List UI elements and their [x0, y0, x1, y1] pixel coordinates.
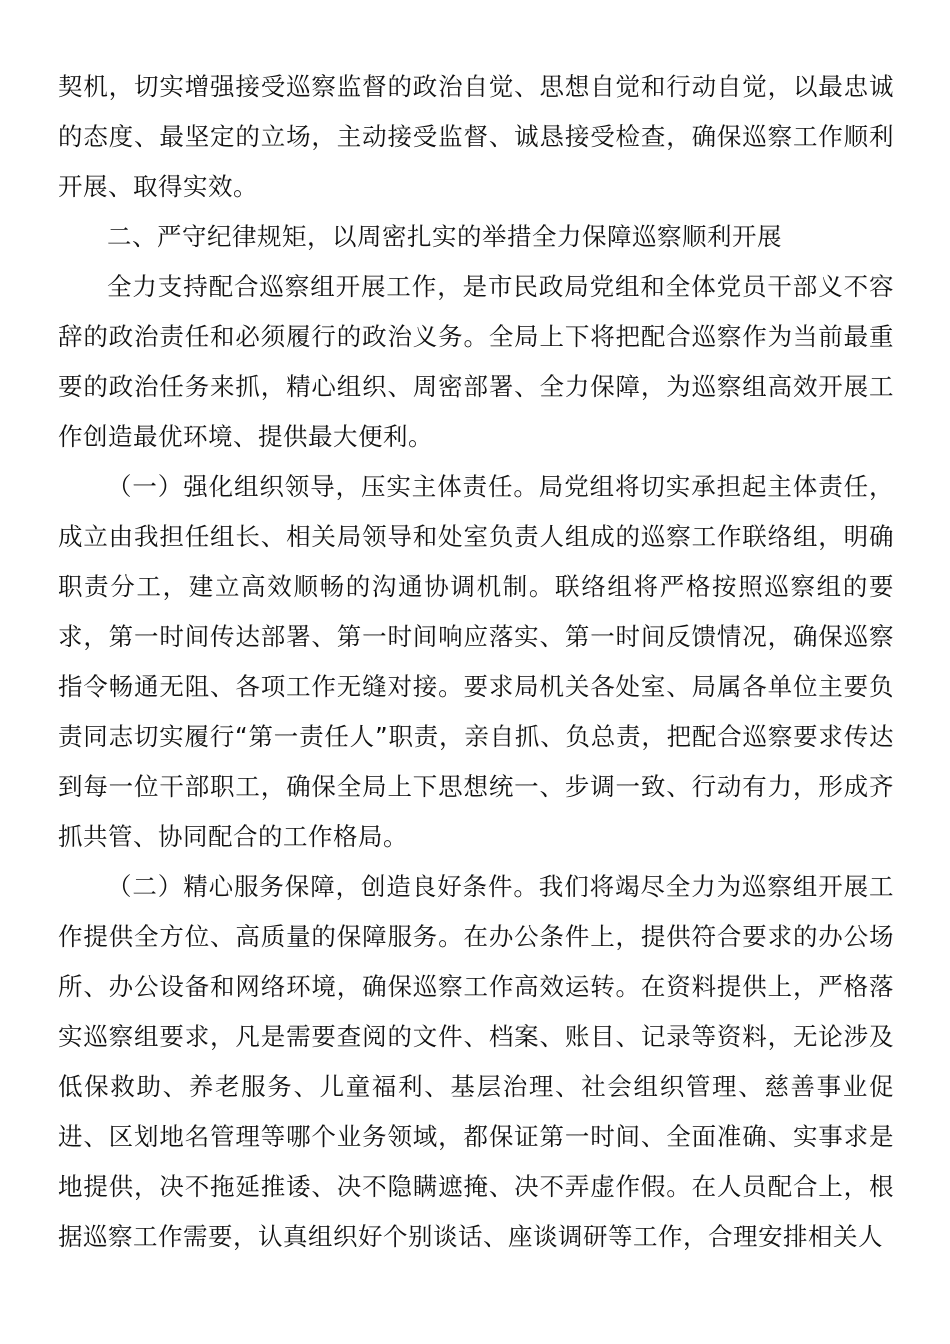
- paragraph-continuation: 契机，切实增强接受巡察监督的政治自觉、思想自觉和行动自觉，以最忠诚的态度、最坚定的立场，主动接受监督、诚恳接受检查，确保巡察工作顺利开展、取得实效。: [58, 72, 894, 201]
- paragraph: 全力支持配合巡察组开展工作，是市民政局党组和全体党员干部义不容辞的政治责任和必须履行的政治义务。全局上下将把配合巡察作为当前最重要的政治任务来抓，精心组织、周密部署、全力保障，为巡察组高效开展工作创造最优环境、提供最大便利。: [58, 272, 894, 451]
- paragraph: （一）强化组织领导，压实主体责任。局党组将切实承担起主体责任，成立由我担任组长、相关局领导和处室负责人组成的巡察工作联络组，明确职责分工，建立高效顺畅的沟通协调机制。联络组将严格按照巡察组的要求，第一时间传达部署、第一时间响应落实、第一时间反馈情况，确保巡察指令畅通无阻、各项工作无缝对接。要求局机关各处室、局属各单位主要负责同志切实履行“第一责任人”职责，亲自抓、负总责，把配合巡察要求传达到每一位干部职工，确保全局上下思想统一、步调一致、行动有力，形成齐抓共管、协同配合的工作格局。: [58, 472, 894, 851]
- paragraph: （二）精心服务保障，创造良好条件。我们将竭尽全力为巡察组开展工作提供全方位、高质量的保障服务。在办公条件上，提供符合要求的办公场所、办公设备和网络环境，确保巡察工作高效运转。在资料提供上，严格落实巡察组要求，凡是需要查阅的文件、档案、账目、记录等资料，无论涉及低保救助、养老服务、儿童福利、基层治理、社会组织管理、慈善事业促进、区划地名管理等哪个业务领域，都保证第一时间、全面准确、实事求是地提供，决不拖延推诿、决不隐瞒遮掩、决不弄虚作假。在人员配合上，根据巡察工作需要，认真组织好个别谈话、座谈调研等工作，合理安排相关人: [58, 872, 894, 1251]
- section-heading: 二、严守纪律规矩，以周密扎实的举措全力保障巡察顺利开展: [107, 222, 782, 251]
- document-body: [58, 62, 894, 1262]
